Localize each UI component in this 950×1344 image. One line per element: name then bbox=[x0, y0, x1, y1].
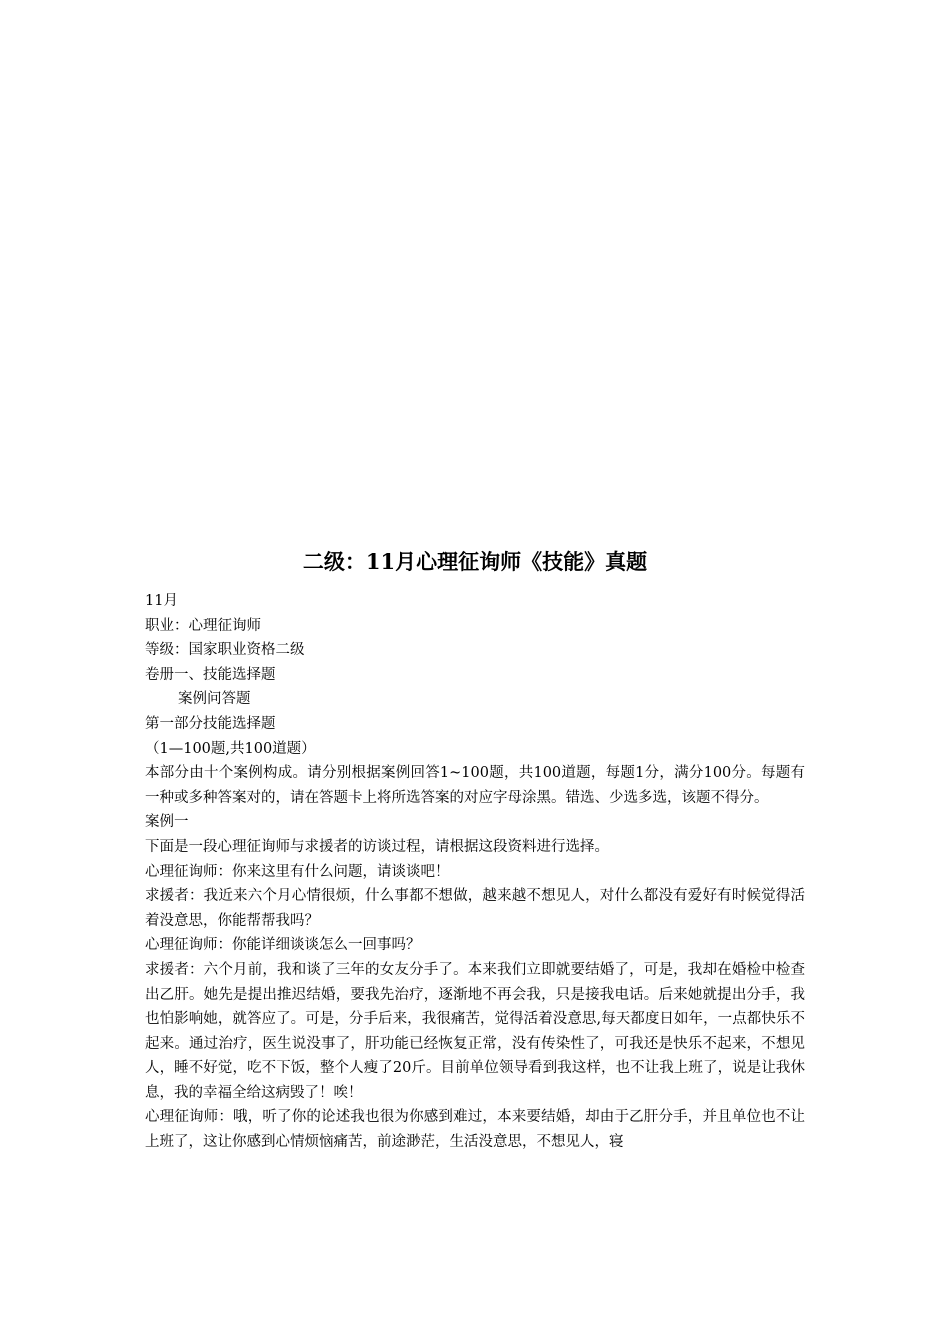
case-label: 案例一 bbox=[145, 814, 189, 831]
question-range: （1—100题,共100道题） bbox=[145, 740, 316, 757]
part-one-heading: 第一部分技能选择题 bbox=[145, 715, 276, 732]
document-body bbox=[145, 589, 805, 1155]
level-line: 等级：国家职业资格二级 bbox=[145, 642, 305, 659]
case-intro: 下面是一段心理征询师与求援者的访谈过程，请根据这段资料进行选择。 bbox=[145, 838, 609, 855]
occupation-line: 职业：心理征询师 bbox=[145, 617, 261, 634]
dialogue-line: 求援者：六个月前，我和谈了三年的女友分手了。本来我们立即就要结婚了，可是，我却在婚检中检查出乙肝。她先是提出推迟结婚，要我先治疗，逐渐地不再会我，只是接我电话。后来她就提出分手，我也怕影响她，就答应了。可是，分手后来，我很痛苦，觉得活着没意思,每天都度日如年，一点都快乐不起来。通过治疗，医生说没事了，肝功能已经恢复正常，没有传染性了，可我还是快乐不起来，不想见人，睡不好觉，吃不下饭，整个人瘦了20斤。目前单位领导看到我这样，也不让我上班了，说是让我休息，我的幸福全给这病毁了！唉！ bbox=[145, 961, 805, 1101]
instructions-paragraph: 本部分由十个案例构成。请分别根据案例回答1~100题，共100道题，每题1分，满分100分。每题有一种或多种答案对的，请在答题卡上将所选答案的对应字母涂黑。错选、少选多选，该题不得分。 bbox=[145, 765, 805, 806]
dialogue-line: 求援者：我近来六个月心情很烦，什么事都不想做，越来越不想见人，对什么都没有爱好有时候觉得活着没意思，你能帮帮我吗？ bbox=[145, 888, 805, 929]
month-line: 11月 bbox=[145, 593, 178, 609]
volume-line: 卷册一、技能选择题 bbox=[145, 666, 276, 683]
case-qa-line: 案例问答题 bbox=[178, 691, 251, 708]
dialogue-line: 心理征询师：你能详细谈谈怎么一回事吗？ bbox=[145, 937, 421, 954]
dialogue-line: 心理征询师：哦，听了你的论述我也很为你感到难过，本来要结婚，却由于乙肝分手，并且单位也不让上班了，这让你感到心情烦恼痛苦，前途渺茫，生活没意思，不想见人，寝 bbox=[145, 1109, 805, 1151]
document-title: 二级：11月心理征询师《技能》真题 bbox=[302, 549, 648, 574]
dialogue-line: 心理征询师：你来这里有什么问题，请谈谈吧！ bbox=[145, 863, 450, 880]
